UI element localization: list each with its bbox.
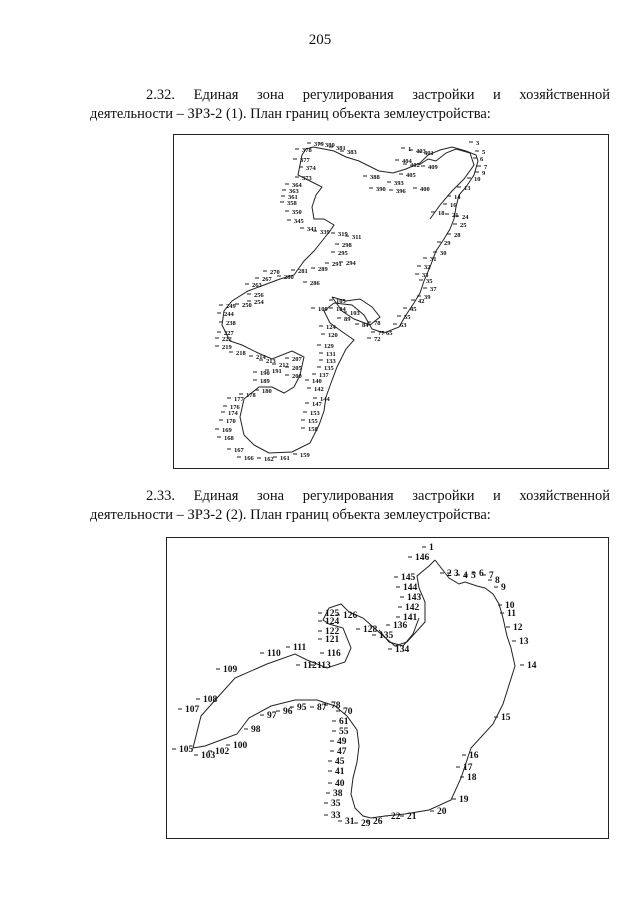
point-label: 295 — [338, 250, 348, 257]
caption-line: деятельности – ЗРЗ-2 (2). План границ объекта землеустройства: — [90, 507, 491, 523]
point-label: 16 — [450, 202, 457, 209]
point-label: 26 — [373, 817, 383, 827]
point-label: 120 — [328, 332, 338, 339]
point-label: 55 — [404, 314, 411, 321]
point-label: 319 — [338, 231, 348, 238]
point-label: 5 — [471, 571, 476, 581]
point-label: 147 — [312, 401, 322, 408]
point-label: 7 — [484, 164, 488, 171]
point-label: 178 — [246, 392, 256, 399]
point-label: 25 — [460, 222, 467, 229]
point-label: 121 — [325, 635, 340, 645]
point-label: 21 — [452, 212, 459, 219]
point-label: 402 — [410, 162, 420, 169]
point-label: 158 — [308, 426, 318, 433]
point-label: 38 — [333, 789, 343, 799]
point-label: 143 — [407, 593, 422, 603]
point-label: 19 — [459, 795, 469, 805]
point-label: 383 — [347, 149, 357, 156]
point-label: 214 — [256, 354, 266, 361]
point-label: 176 — [230, 404, 240, 411]
point-label: 404 — [402, 158, 412, 165]
boundary-plan-2-drawing — [167, 538, 608, 838]
boundary-line — [419, 149, 474, 219]
point-label: 122 — [325, 627, 340, 637]
point-label: 6 — [480, 156, 484, 163]
point-label: 289 — [318, 266, 328, 273]
point-label: 144 — [403, 583, 418, 593]
point-label: 133 — [326, 358, 336, 365]
point-label: 6 — [479, 569, 484, 579]
point-label: 37 — [430, 286, 437, 293]
point-label: 280 — [284, 274, 294, 281]
point-label: 89 — [344, 316, 351, 323]
point-label: 31 — [430, 256, 437, 263]
point-label: 40 — [335, 779, 345, 789]
point-label: 30 — [440, 250, 447, 257]
point-label: 31 — [345, 817, 355, 827]
point-label: 22 — [391, 812, 401, 822]
point-label: 403 — [416, 148, 426, 155]
point-label: 10 — [505, 601, 515, 611]
point-label: 95 — [297, 703, 307, 713]
point-label: 9 — [501, 583, 506, 593]
boundary-plan-2 — [166, 537, 609, 839]
point-label: 361 — [288, 194, 298, 201]
point-label: 256 — [254, 292, 264, 299]
point-label: 4 — [463, 571, 468, 581]
point-label: 374 — [306, 165, 316, 172]
point-label: 189 — [260, 378, 270, 385]
point-label: 250 — [242, 302, 252, 309]
point-label: 363 — [289, 188, 299, 195]
point-label: 129 — [324, 343, 334, 350]
point-label: 124 — [326, 324, 336, 331]
boundary-plan-1-drawing — [174, 135, 608, 468]
point-label: 8 — [495, 576, 500, 586]
point-label: 21 — [407, 812, 417, 822]
point-label: 20 — [437, 807, 447, 817]
point-label: 339 — [320, 229, 330, 236]
point-label: 124 — [325, 617, 340, 627]
point-label: 131 — [326, 351, 336, 358]
point-label: 373 — [302, 175, 312, 182]
point-label: 219 — [222, 344, 232, 351]
point-label: 32 — [424, 264, 431, 271]
point-label: 2 — [447, 569, 452, 579]
point-label: 105 — [179, 745, 194, 755]
point-label: 161 — [280, 455, 290, 462]
point-label: 108 — [203, 695, 218, 705]
point-label: 13 — [464, 185, 471, 192]
point-label: 409 — [428, 164, 438, 171]
section-2-32-caption — [90, 86, 610, 124]
point-label: 12 — [513, 623, 523, 633]
point-label: 10 — [474, 176, 481, 183]
point-label: 41 — [335, 767, 345, 777]
point-label: 207 — [292, 356, 302, 363]
point-label: 96 — [283, 707, 293, 717]
point-label: 166 — [244, 455, 254, 462]
point-label: 400 — [420, 186, 430, 193]
point-label: 396 — [396, 188, 406, 195]
point-label: 393 — [394, 180, 404, 187]
point-label: 103 — [350, 310, 360, 317]
page-number: 205 — [308, 32, 332, 48]
point-label: 112 — [303, 661, 317, 671]
point-label: 378 — [302, 147, 312, 154]
point-label: 291 — [332, 261, 342, 268]
point-label: 28 — [454, 232, 461, 239]
point-label: 254 — [254, 299, 264, 306]
point-label: 15 — [501, 713, 511, 723]
point-label: 29 — [361, 819, 371, 829]
point-label: 263 — [252, 282, 262, 289]
point-label: 142 — [314, 386, 324, 393]
point-label: 153 — [310, 410, 320, 417]
point-label: 379 — [314, 141, 324, 148]
point-label: 3 — [454, 569, 459, 579]
point-label: 14 — [454, 194, 461, 201]
point-label: 7 — [489, 571, 494, 581]
point-label: 18 — [467, 773, 477, 783]
point-label: 13 — [519, 637, 529, 647]
point-label: 140 — [312, 378, 322, 385]
point-label: 390 — [376, 186, 386, 193]
point-label: 47 — [337, 747, 347, 757]
point-label: 155 — [308, 418, 318, 425]
point-label: 364 — [292, 182, 302, 189]
point-label: 222 — [222, 336, 232, 343]
point-label: 168 — [224, 435, 234, 442]
point-label: 1 — [429, 543, 434, 553]
point-label: 128 — [363, 625, 378, 635]
point-label: 42 — [418, 298, 425, 305]
point-label: 100 — [233, 741, 248, 751]
point-label: 126 — [343, 611, 358, 621]
point-label: 55 — [339, 727, 349, 737]
point-label: 111 — [293, 643, 307, 653]
point-label: 180 — [262, 388, 272, 395]
boundary-plan-1 — [173, 134, 609, 469]
point-label: 218 — [236, 350, 246, 357]
point-label: 45 — [335, 757, 345, 767]
point-label: 110 — [267, 649, 281, 659]
point-label: 136 — [393, 621, 408, 631]
point-label: 24 — [462, 214, 469, 221]
point-label: 9 — [482, 170, 486, 177]
point-label: 174 — [228, 410, 238, 417]
point-label: 281 — [298, 268, 308, 275]
point-label: 286 — [310, 280, 320, 287]
point-label: 294 — [346, 260, 356, 267]
point-label: 78 — [374, 320, 381, 327]
point-labels — [222, 140, 488, 463]
point-label: 72 — [374, 336, 381, 343]
point-label: 311 — [352, 234, 362, 241]
point-label: 405 — [406, 172, 416, 179]
point-label: 16 — [469, 751, 479, 761]
point-label: 5 — [482, 149, 486, 156]
point-label: 159 — [300, 452, 310, 459]
point-label: 113 — [317, 661, 331, 671]
point-label: 98 — [251, 725, 261, 735]
point-label: 107 — [185, 705, 200, 715]
point-label: 205 — [292, 365, 302, 372]
point-label: 39 — [424, 294, 431, 301]
point-label: 78 — [331, 701, 341, 711]
point-label: 142 — [405, 603, 420, 613]
point-label: 190 — [260, 370, 270, 377]
point-label: 35 — [331, 799, 341, 809]
point-label: 109 — [318, 306, 328, 313]
caption-line: деятельности – ЗРЗ-2 (1). План границ объекта землеустройства: — [90, 106, 491, 122]
point-label: 144 — [320, 396, 330, 403]
point-label: 358 — [287, 200, 297, 207]
point-label: 381 — [336, 145, 346, 152]
point-label: 135 — [379, 631, 394, 641]
point-label: 102 — [215, 747, 230, 757]
point-label: 298 — [342, 242, 352, 249]
point-label: 3 — [476, 140, 480, 147]
point-label: 45 — [410, 306, 417, 313]
point-label: 270 — [270, 269, 280, 276]
point-label: 103 — [201, 751, 216, 761]
point-label: 145 — [401, 573, 416, 583]
point-label: 49 — [337, 737, 347, 747]
point-label: 116 — [327, 649, 341, 659]
point-label: 135 — [324, 365, 334, 372]
point-label: 18 — [438, 210, 445, 217]
point-label: 77 — [378, 330, 385, 337]
caption-line: 2.33. Единая зона регулирования застройки и хозяйственной — [146, 488, 610, 504]
point-label: 146 — [415, 553, 430, 563]
point-label: 17 — [463, 763, 473, 773]
point-label: 167 — [234, 447, 244, 454]
point-label: 87 — [317, 703, 327, 713]
point-label: 137 — [319, 372, 329, 379]
point-label: 125 — [325, 609, 340, 619]
point-label: 169 — [222, 427, 232, 434]
point-label: 63 — [400, 322, 407, 329]
point-label: 1 — [408, 146, 412, 153]
point-label: 70 — [343, 707, 353, 717]
point-label: 244 — [224, 311, 234, 318]
caption-line: 2.32. Единая зона регулирования застройки и хозяйственной — [146, 87, 610, 103]
point-label: 377 — [300, 157, 310, 164]
point-label: 141 — [403, 613, 418, 623]
point-label: 191 — [272, 368, 282, 375]
point-label: 162 — [264, 456, 274, 463]
point-label: 200 — [292, 373, 302, 380]
point-label: 267 — [262, 276, 272, 283]
point-label: 33 — [331, 811, 341, 821]
point-label: 134 — [395, 645, 410, 655]
section-2-33-caption — [90, 487, 610, 525]
point-label: 170 — [226, 418, 236, 425]
point-label: 350 — [292, 209, 302, 216]
point-label: 238 — [226, 320, 236, 327]
point-label: 401 — [424, 150, 434, 157]
point-label: 249 — [226, 303, 236, 310]
point-labels — [179, 543, 537, 829]
point-label: 212 — [279, 362, 289, 369]
point-label: 104 — [336, 306, 346, 313]
point-label: 380 — [325, 142, 335, 149]
point-label: 227 — [224, 330, 234, 337]
point-label: 388 — [370, 174, 380, 181]
point-label: 109 — [223, 665, 238, 675]
point-label: 35 — [426, 278, 433, 285]
point-label: 14 — [527, 661, 537, 671]
point-label: 65 — [386, 330, 393, 337]
point-label: 341 — [307, 226, 317, 233]
point-label: 61 — [339, 717, 349, 727]
point-label: 84 — [362, 322, 369, 329]
point-label: 177 — [234, 396, 244, 403]
point-label: 29 — [444, 240, 451, 247]
point-label: 345 — [294, 218, 304, 225]
point-label: 11 — [507, 609, 516, 619]
point-label: 105 — [336, 298, 346, 305]
point-label: 97 — [267, 711, 277, 721]
point-label: 213 — [266, 358, 276, 365]
point-label: 33 — [422, 272, 429, 279]
